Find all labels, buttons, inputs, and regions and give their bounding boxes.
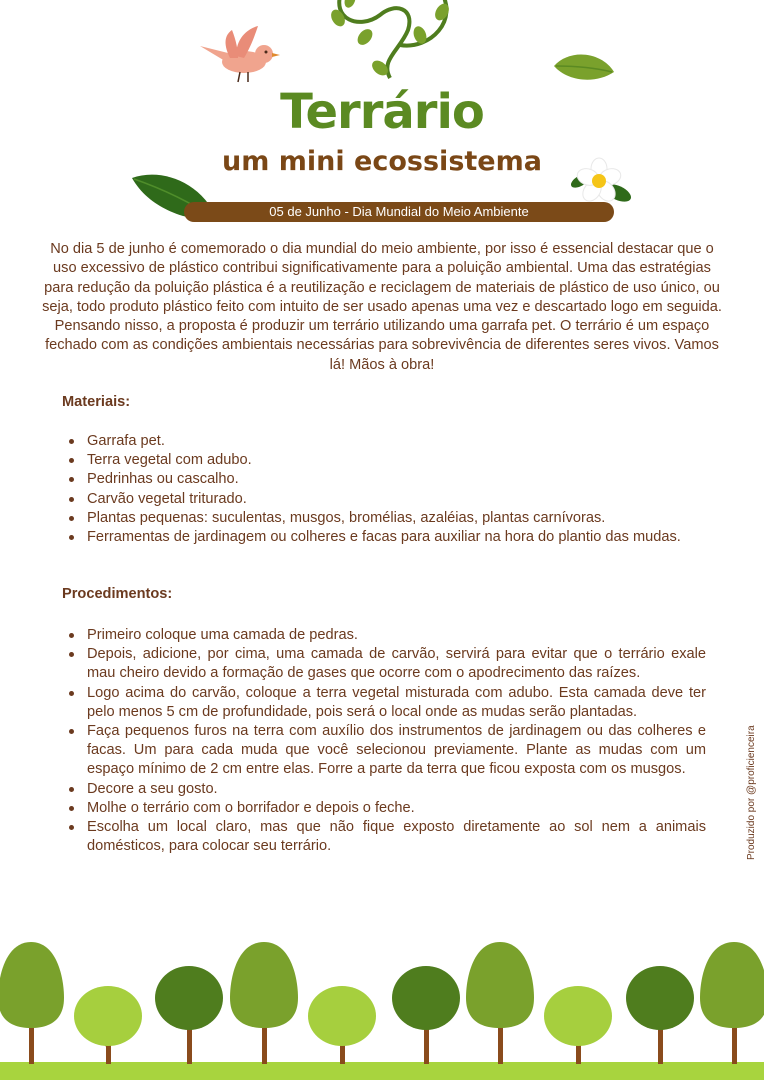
tree-icon	[626, 966, 694, 1064]
list-item: Faça pequenos furos na terra com auxílio dos instrumentos de jardinagem ou das colheres e facas. Um para cada muda que você selecionou previamente. Plante as mudas com um espaço mínimo de 2 cm entre elas. Forre a parte da terra que ficou exposta com os musgos.	[66, 722, 706, 780]
procedures-list	[66, 626, 706, 856]
date-banner: 05 de Junho - Dia Mundial do Meio Ambiente	[184, 202, 614, 222]
list-item: Logo acima do carvão, coloque a terra vegetal misturada com adubo. Esta camada deve ter pelo menos 5 cm de profundidade, pois será o local onde as mudas serão plantadas.	[66, 684, 706, 722]
tree-icon	[700, 942, 764, 1064]
list-item: Carvão vegetal triturado.	[66, 490, 706, 509]
tree-row	[0, 936, 764, 1080]
bird-icon	[192, 24, 282, 86]
list-item: Escolha um local claro, mas que não fique exposto diretamente ao sol nem a animais domésticos, para colocar seu terrário.	[66, 818, 706, 856]
intro-paragraph: No dia 5 de junho é comemorado o dia mundial do meio ambiente, por isso é essencial destacar que o uso excessivo de plástico contribui significativamente para a poluição ambiental. Uma das estratégias para redução da poluição plástica é a reutilização e reciclagem de materiais de plástico de uso único, ou seja, todo produto plástico feito com intuito de ser usado apenas uma vez e descartado logo em seguida. Pensando nisso, a proposta é produzir um terrário utilizando uma garrafa pet. O terrário é um espaço fechado com as condições ambientais necessárias para sobrevivência de diferentes seres vivos. Vamos lá! Mãos à obra!	[42, 241, 722, 373]
tree-icon	[308, 986, 376, 1064]
procedures-heading: Procedimentos:	[62, 586, 173, 602]
list-item: Plantas pequenas: suculentas, musgos, bromélias, azaléias, plantas carnívoras.	[66, 509, 706, 528]
materials-heading: Materiais:	[62, 394, 131, 410]
list-item: Depois, adicione, por cima, uma camada de carvão, servirá para evitar que o terrário exale mau cheiro devido a formação de gases que ocorre com o apodrecimento das raízes.	[66, 645, 706, 683]
leaf-icon	[552, 50, 616, 86]
materials-list	[66, 432, 706, 547]
list-item: Molhe o terrário com o borrifador e depois o feche.	[66, 799, 706, 818]
tree-icon	[0, 942, 64, 1064]
list-item: Pedrinhas ou cascalho.	[66, 470, 706, 489]
list-item: Decore a seu gosto.	[66, 780, 706, 799]
page-subtitle: um mini ecossistema	[222, 146, 542, 177]
tree-icon	[544, 986, 612, 1064]
credit-text: Produzido por @proficienceira	[746, 725, 757, 860]
list-item: Primeiro coloque uma camada de pedras.	[66, 626, 706, 645]
page-title: Terrário	[280, 84, 484, 140]
vine-decoration	[320, 0, 470, 85]
tree-icon	[392, 966, 460, 1064]
tree-icon	[230, 942, 298, 1064]
list-item: Ferramentas de jardinagem ou colheres e facas para auxiliar na hora do plantio das mudas.	[66, 528, 706, 547]
list-item: Garrafa pet.	[66, 432, 706, 451]
tree-icon	[155, 966, 223, 1064]
tree-icon	[466, 942, 534, 1064]
tree-icon	[74, 986, 142, 1064]
list-item: Terra vegetal com adubo.	[66, 451, 706, 470]
